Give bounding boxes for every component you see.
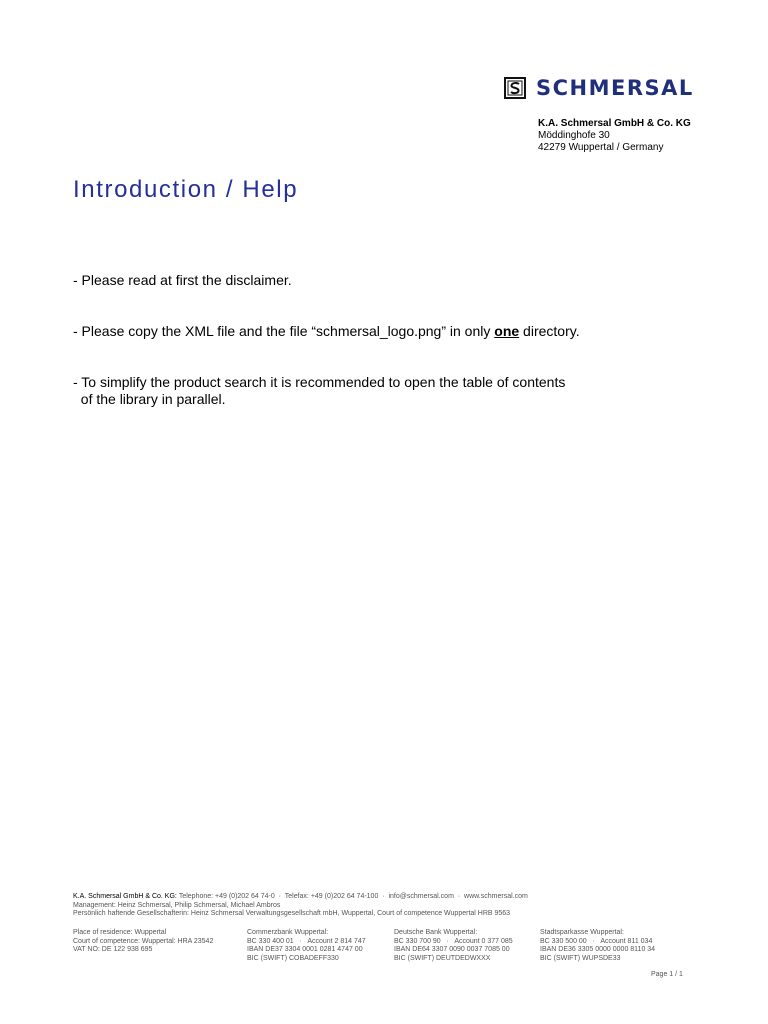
schmersal-logo-icon [504,77,526,99]
footer-col-line: BC 330 700 90 · Account 0 377 085 [394,937,513,945]
copy-note-text-end: directory. [519,323,580,339]
disclaimer-note: - Please read at first the disclaimer. [73,272,292,288]
footer-company-name: K.A. Schmersal GmbH & Co. KG: [73,893,177,900]
footer-contact: Telephone: +49 (0)202 64 74-0 · Telefax: +49 (0)202 64 74-100 · info@schmersal.com · www.schmersal.com [178,893,528,900]
search-tip-line-1: - To simplify the product search it is recommended to open the table of contents [73,374,566,390]
search-tip-note [73,374,565,408]
footer-col-line: IBAN DE36 3305 0000 0000 8110 34 [540,946,656,953]
footer-col-line: BIC (SWIFT) COBADEFF330 [247,954,339,962]
footer-col-line: VAT NO: DE 122 938 695 [73,946,153,953]
page-title: Introduction / Help [73,176,299,203]
footer-col-line: Deutsche Bank Wuppertal: [394,929,478,936]
copy-note-emphasis: one [494,323,520,339]
footer-company-line [73,893,528,902]
address-street: Möddinghofe 30 [538,130,610,141]
schmersal-logo [504,76,694,100]
footer-col-stadtsparkasse [540,929,655,963]
footer-col-line: Stadtsparkasse Wuppertal: [540,929,624,936]
copy-files-note [73,323,580,340]
address-city: 42279 Wuppertal / Germany [538,142,664,153]
footer-col-line: BIC (SWIFT) WUPSDE33 [540,954,621,962]
footer-col-line: IBAN DE64 3307 0090 0037 7085 00 [394,946,510,953]
footer-col-line: BIC (SWIFT) DEUTDEDWXXX [394,954,491,962]
logo-text: SCHMERSAL [536,76,694,100]
footer-bank-columns [73,929,693,969]
company-address [538,118,691,154]
footer-col-deutsche-bank [394,929,513,963]
footer-management: Management: Heinz Schmersal, Philip Schmersal, Michael Ambros [73,902,281,909]
footer-col-line: Court of competence: Wuppertal: HRA 23542 [73,937,214,945]
footer-col-commerzbank [247,929,366,963]
footer-col-line: Commerzbank Wuppertal: [247,929,329,936]
footer-col-registration [73,929,213,955]
address-company: K.A. Schmersal GmbH & Co. KG [538,118,691,129]
footer-personal-liability: Persönlich haftende Gesellschafterin: Heinz Schmersal Verwaltungsgesellschaft mbH, Wuppertal, Court of competence Wuppertal HRB 9563 [73,910,511,917]
footer-col-line: BC 330 400 01 · Account 2 814 747 [247,937,366,945]
footer-col-line: Place of residence: Wuppertal [73,929,167,936]
footer-col-line: IBAN DE37 3304 0001 0281 4747 00 [247,946,363,953]
search-tip-line-2: of the library in parallel. [73,391,226,407]
copy-note-text-start: - Please copy the XML file and the file “schmersal_logo.png” in only [73,323,495,339]
page-number: Page 1 / 1 [651,971,683,978]
footer-col-line: BC 330 500 00 · Account 811 034 [540,937,653,945]
